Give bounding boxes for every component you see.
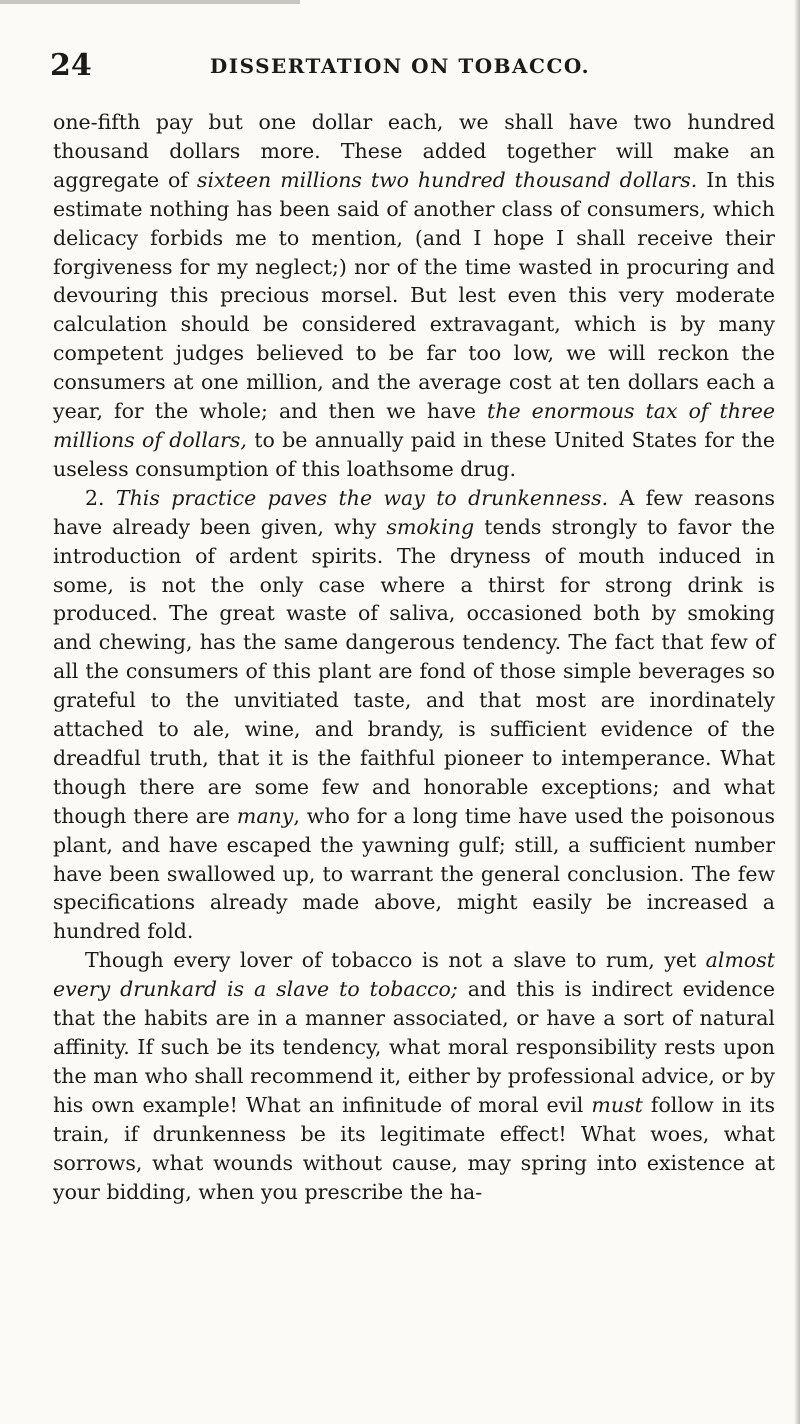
- text-run: A few reasons have already been given, why: [53, 485, 775, 539]
- page-header: [0, 48, 800, 84]
- text-run: , who for a long time have used the poisonous plant, and have escaped the yawning gulf; still, a sufficient number have been swallowed up, to warrant the general conclusion. The few specifications already made above, might easily be increased a hundred fold.: [53, 803, 775, 944]
- paragraph: [53, 946, 775, 1206]
- italic-text: many: [236, 803, 294, 828]
- page-number: 24: [50, 48, 92, 83]
- text-run: In this estimate nothing has been said of another class of consumers, which delicacy forbids me to mention, (and I hope I shall receive their forgiveness for my neglect;) nor of the time wasted in procuring and devouring this precious morsel. But lest even this very moderate calculation should be considered extravagant, which is by many competent judges believed to be far too low, we will reckon the consumers at one million, and the average cost at ten dollars each a year, for the whole; and then we have: [53, 167, 775, 424]
- italic-text: almost every drunkard is a slave to tobacco;: [53, 948, 775, 1002]
- italic-text: sixteen millions two hundred thousand dollars.: [196, 167, 698, 192]
- text-run: and this is indirect evidence that the habits are in a manner associated, or have a sort of natural affinity. If such be its tendency, what moral responsibility rests upon the man who shall recommend it, either by professional advice, or by his own example! What an infinitude of moral evil: [53, 977, 776, 1117]
- italic-text: smoking: [386, 514, 475, 539]
- running-title: DISSERTATION ON TOBACCO.: [209, 54, 591, 78]
- page-edge-shadow: [794, 0, 800, 1424]
- text-run: 2.: [85, 485, 116, 510]
- body-text: [53, 108, 775, 1206]
- text-run: Though every lover of tobacco is not a slave to rum, yet: [85, 948, 706, 973]
- italic-text: the enormous tax of three millions of dollars,: [53, 399, 775, 452]
- paragraph: [53, 484, 775, 947]
- text-run: to be annually paid in these United States for the useless consumption of this loathsome drug.: [53, 427, 776, 481]
- text-run: follow in its train, if drunkenness be its legitimate effect! What woes, what sorrows, what wounds without cause, may spring into existence at your bidding, when you prescribe the ha-: [53, 1092, 775, 1204]
- text-run: tends strongly to favor the introduction of ardent spirits. The dryness of mouth induced in some, is not the only case where a thirst for strong drink is produced. The great waste of saliva, occasioned both by smoking and chewing, has the same dangerous tendency. The fact that few of all the consumers of this plant are fond of those simple beverages so grateful to the unvitiated taste, and that most are inordinately attached to ale, wine, and brandy, is sufficient evidence of the dreadful truth, that it is the faithful pioneer to intemperance. What though there are some few and honorable exceptions; and what though there are: [53, 514, 775, 828]
- page-top-border: [0, 0, 300, 4]
- text-run: one-fifth pay but one dollar each, we shall have two hundred thousand dollars more. These added together will make an aggregate of: [53, 110, 775, 192]
- paragraph: [53, 108, 775, 484]
- italic-text: This practice paves the way to drunkenness.: [115, 485, 609, 510]
- italic-text: must: [591, 1092, 643, 1117]
